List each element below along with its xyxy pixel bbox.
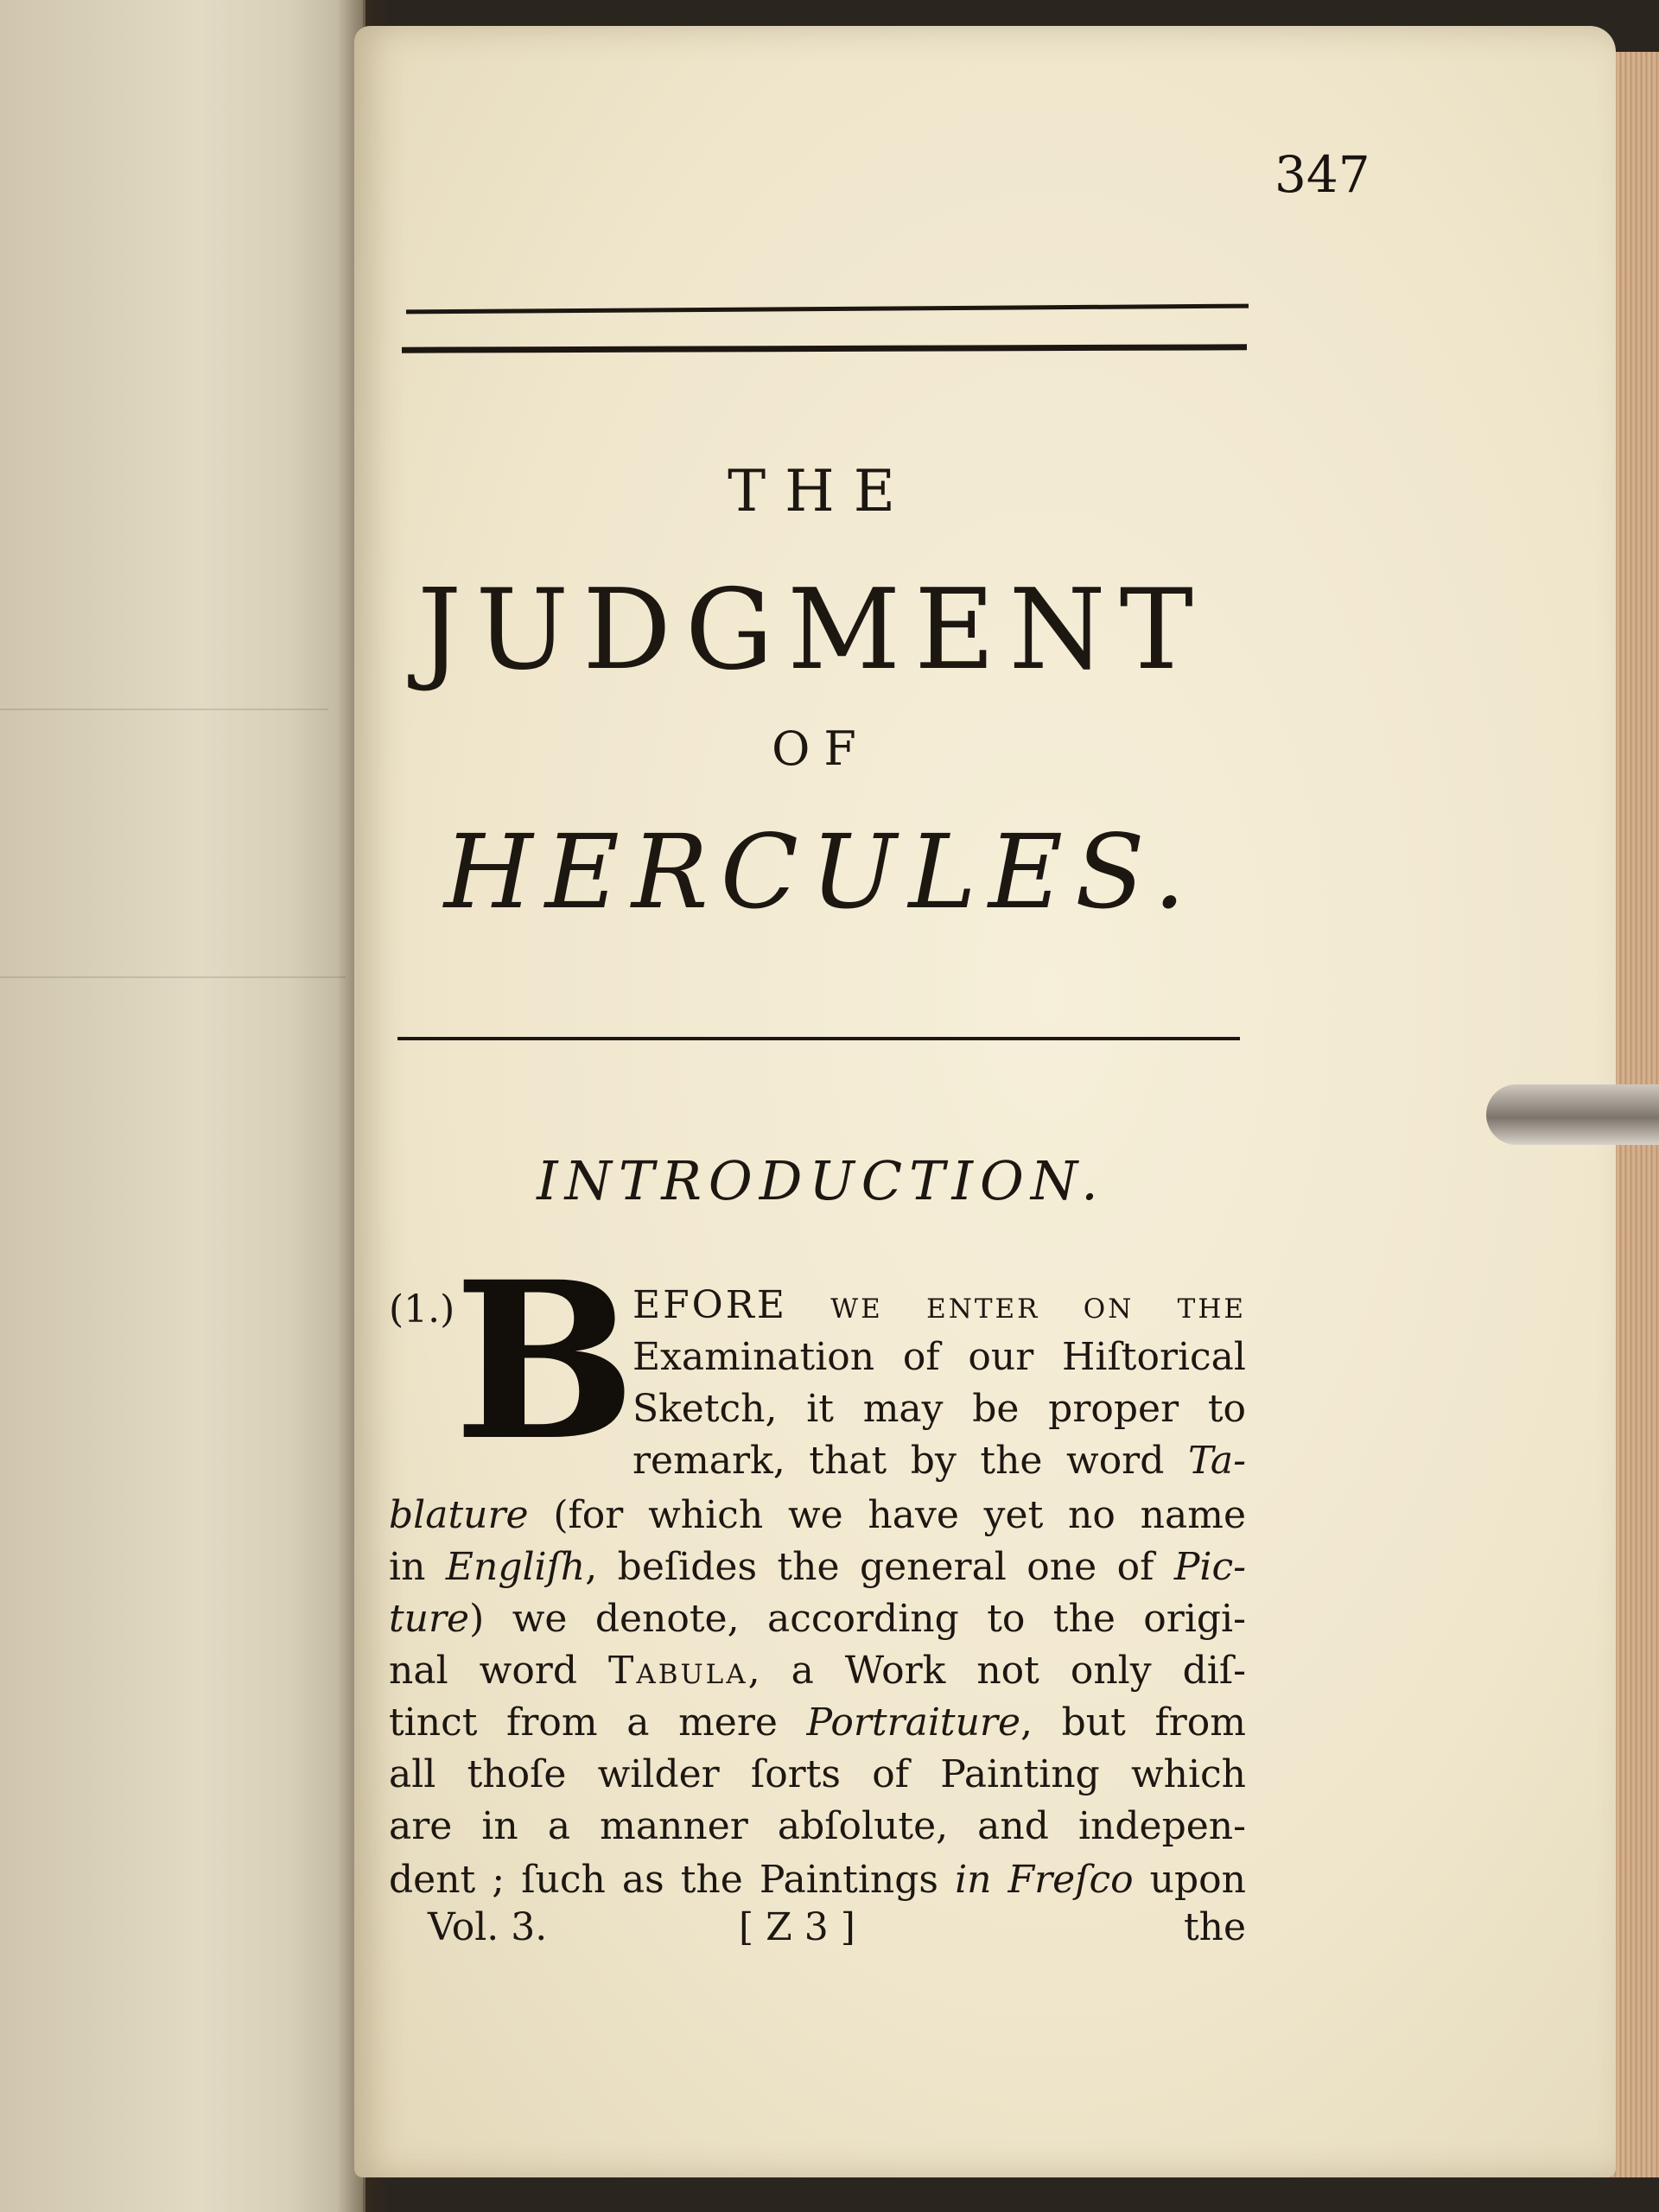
signature-mark: [ Z 3 ] [739,1905,855,1949]
text-span: upon [1133,1858,1246,1902]
text-span: dent ; ſuch as the Paintings [389,1858,956,1902]
page-crease [0,976,346,978]
catchword: the [1183,1905,1246,1949]
italic-term: Ta- [1187,1439,1246,1483]
text-span: , a Work not only diſ- [747,1649,1247,1693]
text-line: Sketch, it may be proper to [632,1387,1246,1431]
page-number: 347 [1274,145,1370,204]
text-line: are in a manner abſolute, and indepen- [389,1804,1246,1848]
text-line [389,1858,1246,1902]
title-subject: HERCULES. [443,812,1198,931]
metal-bookmark [1486,1084,1659,1145]
text-span: , beſides the general one of [585,1545,1174,1589]
text-line [632,1283,1246,1327]
italic-term: Pic- [1173,1545,1247,1589]
text-line [389,1597,1246,1641]
paragraph-number: (1.) [389,1287,455,1332]
title-the: THE [728,458,914,524]
text-line: all thoſe wilder ſorts of Painting which [389,1752,1246,1796]
left-page [0,0,365,2212]
text-line [632,1439,1246,1483]
italic-term: blature [389,1493,529,1537]
small-caps-term: Tabula [608,1649,748,1693]
double-rule-bottom [402,344,1247,353]
text-span: remark, that by the word [632,1439,1188,1483]
small-caps-opening: EFORE we enter on the [632,1283,1246,1327]
italic-term: Engliſh [445,1545,586,1589]
text-line [389,1493,1246,1537]
volume-label: Vol. 3. [428,1905,548,1949]
text-span: , but from [1020,1700,1246,1745]
text-span: (for which we have yet no name [528,1493,1246,1537]
title-of: OF [772,721,870,776]
double-rule-top [406,304,1249,315]
text-span: nal word [389,1649,609,1693]
text-line [389,1649,1246,1693]
italic-term: Portraiture [806,1700,1021,1745]
text-span: ) we denote, according to the origi- [469,1597,1246,1641]
text-line [389,1700,1246,1745]
text-span: tinct from a mere [389,1700,807,1745]
text-span: in [389,1545,446,1589]
italic-term: ture [389,1597,470,1641]
page-crease [0,709,328,710]
text-block [389,0,1253,2212]
italic-term: in Freſco [955,1858,1134,1902]
text-line: Examination of our Hiſtorical [632,1335,1246,1379]
section-heading: INTRODUCTION. [537,1149,1105,1212]
section-rule [397,1037,1240,1040]
title-main: JUDGMENT [417,566,1207,695]
drop-cap: B [454,1234,637,1488]
text-line [389,1545,1246,1589]
